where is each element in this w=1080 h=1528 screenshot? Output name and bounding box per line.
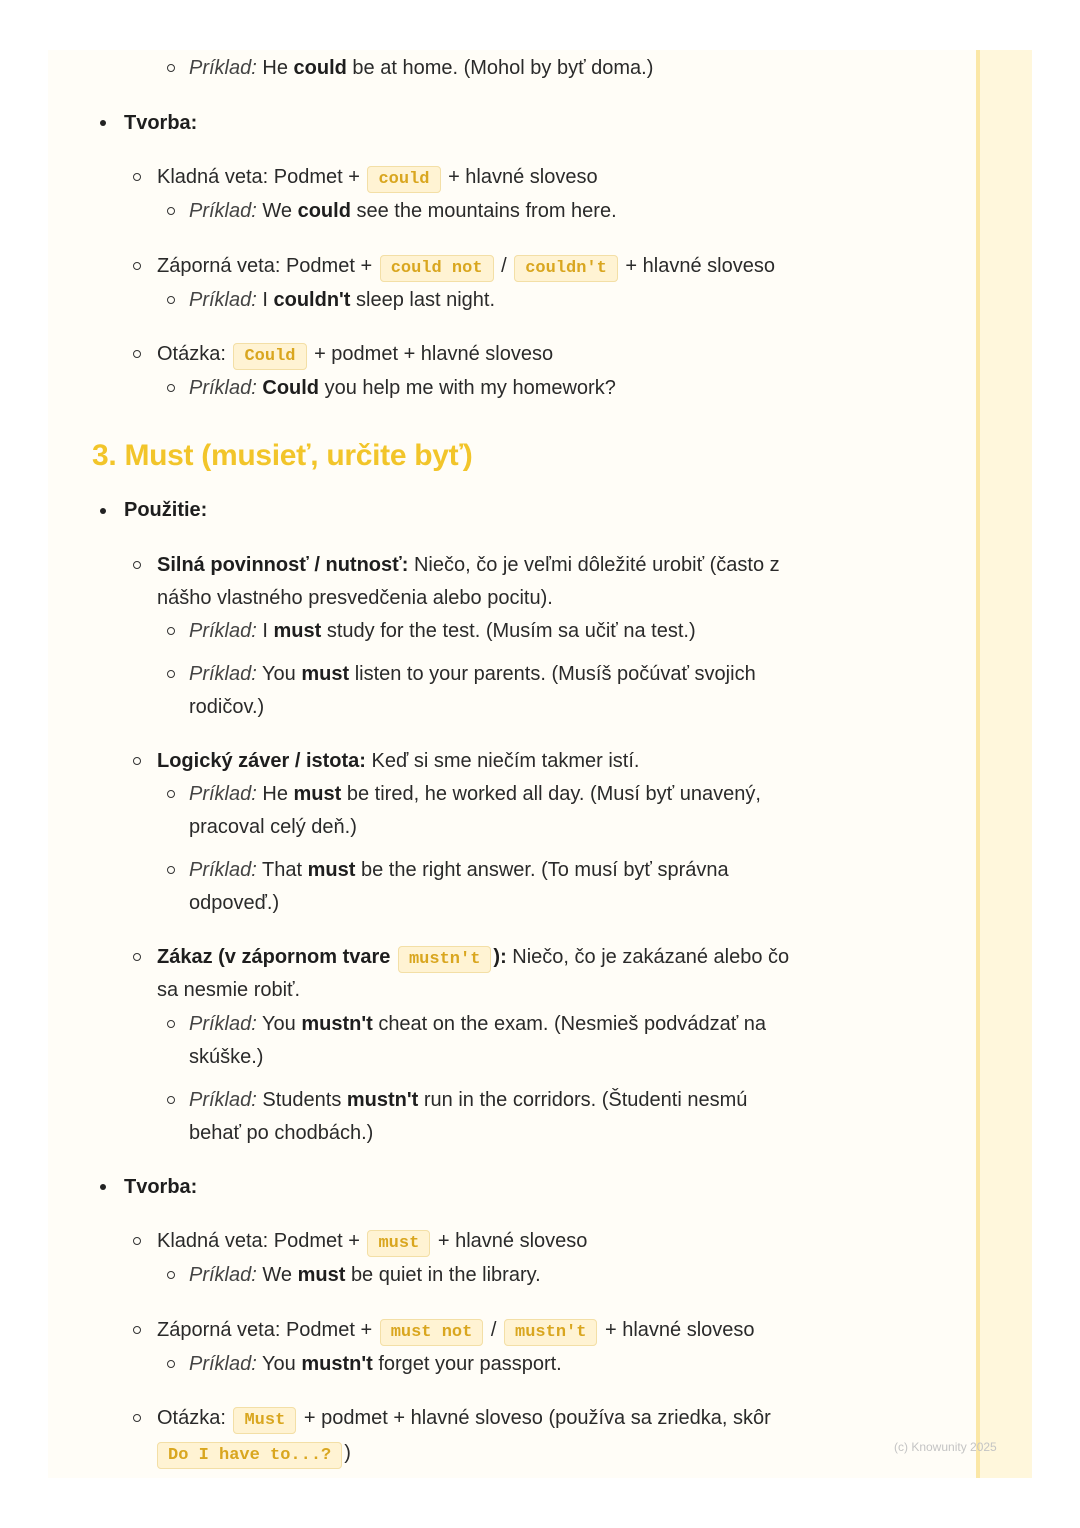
bullet-ring	[167, 384, 175, 392]
example-line-cont: rodičov.)	[189, 696, 265, 718]
example-line: Príklad: Could you help me with my homework?	[189, 377, 616, 399]
code-mustnt: mustn't	[398, 946, 491, 973]
deduction-line: Logický záver / istota: Keď si sme niečím takmer istí.	[157, 750, 640, 772]
side-accent-bar	[976, 50, 1032, 1478]
code-could: could	[367, 166, 440, 193]
example-line: Príklad: I couldn't sleep last night.	[189, 289, 496, 311]
example-line: Príklad: He must be tired, he worked all day. (Musí byť unavený,	[189, 783, 761, 805]
code-must-question: Must	[233, 1407, 296, 1434]
could-positive-line: Kladná veta: Podmet + could + hlavné sloveso	[157, 161, 598, 196]
bullet-ring	[133, 757, 141, 765]
example-line-cont: pracoval celý deň.)	[189, 816, 357, 838]
example-line: Príklad: He could be at home. (Mohol by byť doma.)	[189, 57, 654, 79]
example-line: Príklad: We could see the mountains from here.	[189, 200, 617, 222]
bullet-ring	[133, 1237, 141, 1245]
bullet-ring	[167, 207, 175, 215]
could-negative-line: Záporná veta: Podmet + could not / couldn't + hlavné sloveso	[157, 250, 775, 285]
must-question-line-cont: Do I have to...? )	[157, 1437, 351, 1472]
bullet-ring	[167, 296, 175, 304]
code-do-i-have-to: Do I have to...?	[157, 1442, 342, 1469]
must-question-line: Otázka: Must + podmet + hlavné sloveso (používa sa zriedka, skôr	[157, 1402, 771, 1437]
example-line: Príklad: I must study for the test. (Musím sa učiť na test.)	[189, 620, 696, 642]
bullet-dot	[100, 1184, 106, 1190]
could-tvorba-heading: Tvorba:	[124, 112, 198, 134]
could-question-line: Otázka: Could + podmet + hlavné sloveso	[157, 338, 553, 373]
example-line-cont: odpoveď.)	[189, 892, 280, 914]
pouzitie-heading: Použitie:	[124, 499, 208, 521]
bullet-ring	[133, 1414, 141, 1422]
watermark: (c) Knowunity 2025	[894, 1440, 997, 1454]
section-title-must: 3. Must (musieť, určite byť)	[92, 439, 473, 472]
bullet-ring	[167, 866, 175, 874]
bullet-ring	[133, 561, 141, 569]
bullet-ring	[167, 670, 175, 678]
obligation-line-cont: nášho vlastného presvedčenia alebo pocitu).	[157, 587, 553, 609]
bullet-ring	[133, 953, 141, 961]
must-positive-line: Kladná veta: Podmet + must + hlavné sloveso	[157, 1225, 587, 1260]
code-must: must	[367, 1230, 430, 1257]
bullet-ring	[133, 350, 141, 358]
bullet-ring	[167, 1360, 175, 1368]
must-tvorba-heading: Tvorba:	[124, 1176, 198, 1198]
must-negative-line: Záporná veta: Podmet + must not / mustn't + hlavné sloveso	[157, 1314, 755, 1349]
bullet-dot	[100, 120, 106, 126]
example-line-cont: behať po chodbách.)	[189, 1122, 374, 1144]
bullet-ring	[133, 262, 141, 270]
example-line-cont: skúške.)	[189, 1046, 264, 1068]
code-could-question: Could	[233, 343, 306, 370]
bullet-ring	[167, 1096, 175, 1104]
example-line: Príklad: You must listen to your parents. (Musíš počúvať svojich	[189, 663, 756, 685]
example-line: Príklad: We must be quiet in the library.	[189, 1264, 541, 1286]
example-line: Príklad: You mustn't forget your passport.	[189, 1353, 562, 1375]
bullet-ring	[167, 1271, 175, 1279]
example-line: Príklad: Students mustn't run in the corridors. (Študenti nesmú	[189, 1089, 748, 1111]
prohibition-line-cont: sa nesmie robiť.	[157, 979, 301, 1001]
bullet-ring	[133, 173, 141, 181]
bullet-dot	[100, 508, 106, 514]
prohibition-line: Zákaz (v zápornom tvare mustn't ): Niečo, čo je zakázané alebo čo	[157, 941, 789, 976]
code-could-not: could not	[380, 255, 494, 282]
code-must-not: must not	[380, 1319, 484, 1346]
bullet-ring	[167, 1020, 175, 1028]
obligation-line: Silná povinnosť / nutnosť: Niečo, čo je veľmi dôležité urobiť (často z	[157, 554, 780, 576]
example-line: Príklad: You mustn't cheat on the exam. (Nesmieš podvádzať na	[189, 1013, 767, 1035]
bullet-ring	[167, 64, 175, 72]
code-mustnt-2: mustn't	[504, 1319, 597, 1346]
example-line: Príklad: That must be the right answer. (To musí byť správna	[189, 859, 729, 881]
bullet-ring	[133, 1326, 141, 1334]
bullet-ring	[167, 627, 175, 635]
bullet-ring	[167, 790, 175, 798]
code-couldnt: couldn't	[514, 255, 618, 282]
